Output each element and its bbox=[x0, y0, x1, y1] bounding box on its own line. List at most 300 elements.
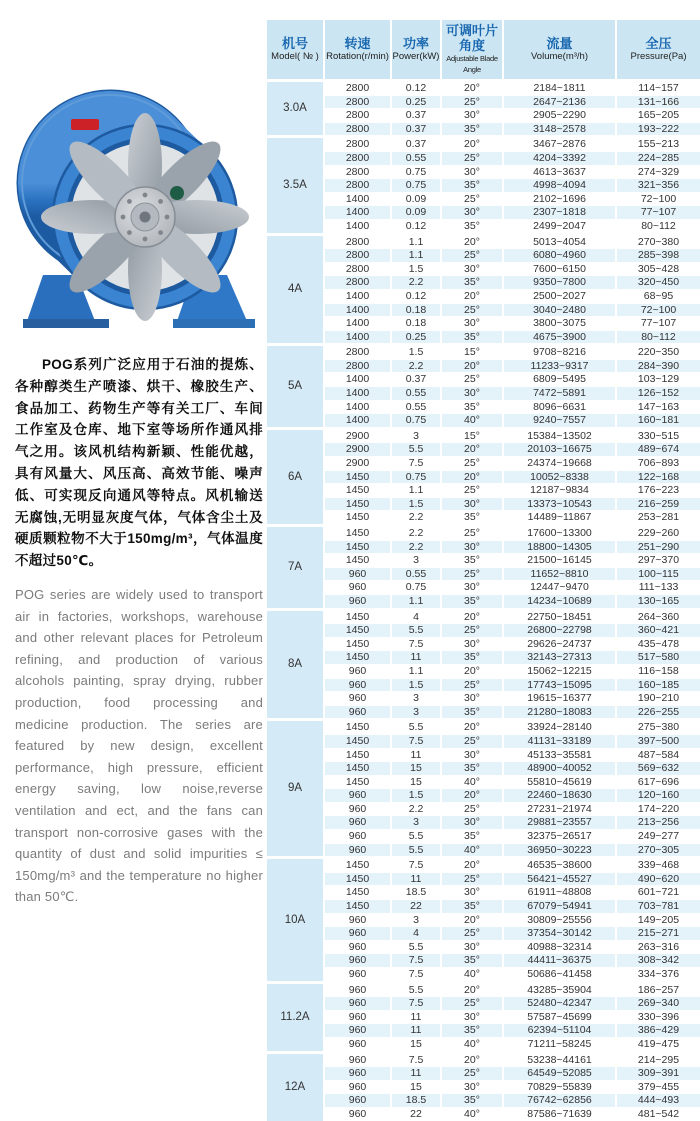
rotation-cell: 960 bbox=[324, 1024, 391, 1038]
description-chinese: POG系列广泛应用于石油的提炼、各种醇类生产喷漆、烘干、橡胶生产、食品加工、药物生产等有关工厂、车间工作室及仓库、地下室等场所作通风排气之用。该风机结构新颖、性能优越，具有风量大、风压高、高效节能、噪声低、可实现反向通风等特点。风机输送无腐蚀,无明显灰度气体，气体含尘土及硬质颗粒物不大于150mg/m³，气体温度不超过50℃。 bbox=[15, 357, 263, 569]
pressure-cell: 308~342 bbox=[616, 954, 700, 968]
volume-cell: 19615~16377 bbox=[503, 692, 616, 706]
volume-cell: 87586~71639 bbox=[503, 1107, 616, 1120]
pressure-cell: 269~340 bbox=[616, 997, 700, 1011]
volume-cell: 3800~3075 bbox=[503, 317, 616, 331]
rotation-cell: 960 bbox=[324, 567, 391, 581]
spec-table-body bbox=[266, 81, 700, 1121]
angle-cell: 20° bbox=[441, 982, 503, 997]
table-row bbox=[266, 789, 700, 803]
rotation-cell: 2800 bbox=[324, 234, 391, 249]
fan-product-image bbox=[15, 35, 263, 340]
volume-cell: 55810~45619 bbox=[503, 775, 616, 789]
volume-cell: 12187~9834 bbox=[503, 484, 616, 498]
volume-cell: 11652~8810 bbox=[503, 567, 616, 581]
angle-cell: 25° bbox=[441, 192, 503, 206]
rotation-cell: 2800 bbox=[324, 276, 391, 290]
pressure-cell: 186~257 bbox=[616, 982, 700, 997]
angle-cell: 20° bbox=[441, 664, 503, 678]
table-row bbox=[266, 414, 700, 429]
power-cell: 5.5 bbox=[391, 843, 441, 858]
table-row bbox=[266, 373, 700, 387]
rotation-cell: 960 bbox=[324, 1067, 391, 1081]
table-row bbox=[266, 720, 700, 735]
model-cell: 10A bbox=[266, 858, 324, 982]
power-cell: 0.37 bbox=[391, 137, 441, 152]
angle-cell: 20° bbox=[441, 137, 503, 152]
power-cell: 11 bbox=[391, 748, 441, 762]
table-row bbox=[266, 858, 700, 873]
pressure-cell: 489~674 bbox=[616, 443, 700, 457]
table-row bbox=[266, 234, 700, 249]
rotation-cell: 2800 bbox=[324, 151, 391, 165]
angle-cell: 35° bbox=[441, 330, 503, 345]
model-cell: 6A bbox=[266, 428, 324, 525]
angle-cell: 35° bbox=[441, 219, 503, 234]
pressure-cell: 309~391 bbox=[616, 1067, 700, 1081]
angle-cell: 25° bbox=[441, 303, 503, 317]
angle-cell: 25° bbox=[441, 151, 503, 165]
volume-cell: 9240~7557 bbox=[503, 414, 616, 429]
table-row bbox=[266, 762, 700, 776]
power-cell: 0.12 bbox=[391, 219, 441, 234]
volume-cell: 44411~36375 bbox=[503, 954, 616, 968]
volume-cell: 6809~5495 bbox=[503, 373, 616, 387]
pressure-cell: 126~152 bbox=[616, 387, 700, 401]
power-cell: 7.5 bbox=[391, 954, 441, 968]
model-cell: 11.2A bbox=[266, 982, 324, 1052]
power-cell: 7.5 bbox=[391, 968, 441, 983]
angle-cell: 25° bbox=[441, 802, 503, 816]
table-row bbox=[266, 886, 700, 900]
pressure-cell: 275~380 bbox=[616, 720, 700, 735]
volume-cell: 15384~13502 bbox=[503, 428, 616, 443]
volume-cell: 46535~38600 bbox=[503, 858, 616, 873]
angle-cell: 25° bbox=[441, 927, 503, 941]
table-row bbox=[266, 802, 700, 816]
pressure-cell: 321~356 bbox=[616, 179, 700, 193]
model-cell: 5A bbox=[266, 345, 324, 429]
angle-cell: 20° bbox=[441, 1052, 503, 1067]
volume-cell: 21280~18083 bbox=[503, 705, 616, 720]
angle-cell: 35° bbox=[441, 1024, 503, 1038]
rotation-cell: 1450 bbox=[324, 624, 391, 638]
table-row bbox=[266, 165, 700, 179]
volume-cell: 41131~33189 bbox=[503, 734, 616, 748]
power-cell: 0.18 bbox=[391, 317, 441, 331]
volume-cell: 3148~2578 bbox=[503, 122, 616, 137]
angle-cell: 20° bbox=[441, 443, 503, 457]
angle-cell: 35° bbox=[441, 651, 503, 665]
rotation-cell: 1450 bbox=[324, 651, 391, 665]
header-volume: 流量 Volume(m³/h) bbox=[503, 20, 616, 81]
pressure-cell: 155~213 bbox=[616, 137, 700, 152]
rotation-cell: 1450 bbox=[324, 872, 391, 886]
angle-cell: 35° bbox=[441, 705, 503, 720]
angle-cell: 30° bbox=[441, 262, 503, 276]
angle-cell: 30° bbox=[441, 206, 503, 220]
pressure-cell: 114~157 bbox=[616, 81, 700, 96]
rotation-cell: 1450 bbox=[324, 858, 391, 873]
angle-cell: 30° bbox=[441, 165, 503, 179]
volume-cell: 27231~21974 bbox=[503, 802, 616, 816]
volume-cell: 70829~55839 bbox=[503, 1080, 616, 1094]
pressure-cell: 360~421 bbox=[616, 624, 700, 638]
angle-cell: 20° bbox=[441, 913, 503, 927]
table-row bbox=[266, 748, 700, 762]
rotation-cell: 960 bbox=[324, 1010, 391, 1024]
power-cell: 15 bbox=[391, 1080, 441, 1094]
pressure-cell: 193~222 bbox=[616, 122, 700, 137]
pressure-cell: 229~260 bbox=[616, 526, 700, 541]
description-english: POG series are widely used to transport air in factories, workshops, warehouse and other relevant places for Petroleum refining, and production of various alcohols painting, spray drying, rubber production, food processing and medicine production. The series are featured by new design, excellent performance, high pressure, efficient energy saving, low noise,reverse ventilation and ect, and the fans can transport non-corrosive gases with the quantity of dust and solid impurities ≤ 150mg/m³ and the temperature no higher than 50℃. bbox=[15, 586, 263, 905]
angle-cell: 35° bbox=[441, 276, 503, 290]
table-row bbox=[266, 775, 700, 789]
table-row bbox=[266, 624, 700, 638]
power-cell: 18.5 bbox=[391, 1094, 441, 1108]
angle-cell: 35° bbox=[441, 179, 503, 193]
power-cell: 22 bbox=[391, 1107, 441, 1120]
angle-cell: 20° bbox=[441, 234, 503, 249]
volume-cell: 36950~30223 bbox=[503, 843, 616, 858]
table-row bbox=[266, 678, 700, 692]
pressure-cell: 444~493 bbox=[616, 1094, 700, 1108]
power-cell: 4 bbox=[391, 927, 441, 941]
header-blade-angle: 可调叶片角度 Adjustable Blade Angle bbox=[441, 20, 503, 81]
volume-cell: 13373~10543 bbox=[503, 497, 616, 511]
table-row bbox=[266, 359, 700, 373]
table-row bbox=[266, 954, 700, 968]
angle-cell: 35° bbox=[441, 122, 503, 137]
rotation-cell: 1450 bbox=[324, 540, 391, 554]
volume-cell: 2500~2027 bbox=[503, 289, 616, 303]
table-row bbox=[266, 913, 700, 927]
pressure-cell: 334~376 bbox=[616, 968, 700, 983]
angle-cell: 30° bbox=[441, 540, 503, 554]
table-row bbox=[266, 940, 700, 954]
table-row bbox=[266, 927, 700, 941]
angle-cell: 20° bbox=[441, 609, 503, 624]
angle-cell: 30° bbox=[441, 387, 503, 401]
table-row bbox=[266, 95, 700, 109]
power-cell: 2.2 bbox=[391, 359, 441, 373]
table-row bbox=[266, 872, 700, 886]
table-row bbox=[266, 982, 700, 997]
rotation-cell: 1450 bbox=[324, 470, 391, 484]
table-row bbox=[266, 443, 700, 457]
brand-label bbox=[71, 119, 99, 130]
volume-cell: 50686~41458 bbox=[503, 968, 616, 983]
table-row bbox=[266, 1094, 700, 1108]
power-cell: 5.5 bbox=[391, 940, 441, 954]
angle-cell: 30° bbox=[441, 886, 503, 900]
table-row bbox=[266, 249, 700, 263]
angle-cell: 35° bbox=[441, 762, 503, 776]
rotation-cell: 2800 bbox=[324, 249, 391, 263]
pressure-cell: 305~428 bbox=[616, 262, 700, 276]
rotation-cell: 1450 bbox=[324, 720, 391, 735]
volume-cell: 57587~45699 bbox=[503, 1010, 616, 1024]
model-cell: 8A bbox=[266, 609, 324, 720]
power-cell: 0.09 bbox=[391, 206, 441, 220]
volume-cell: 4613~3637 bbox=[503, 165, 616, 179]
power-cell: 0.55 bbox=[391, 387, 441, 401]
rotation-cell: 2800 bbox=[324, 345, 391, 360]
angle-cell: 35° bbox=[441, 954, 503, 968]
rotation-cell: 1450 bbox=[324, 775, 391, 789]
rotation-cell: 960 bbox=[324, 789, 391, 803]
rotation-cell: 1450 bbox=[324, 762, 391, 776]
angle-cell: 30° bbox=[441, 940, 503, 954]
power-cell: 1.1 bbox=[391, 484, 441, 498]
pressure-cell: 72~100 bbox=[616, 303, 700, 317]
table-row bbox=[266, 206, 700, 220]
pressure-cell: 263~316 bbox=[616, 940, 700, 954]
power-cell: 0.75 bbox=[391, 581, 441, 595]
rotation-cell: 960 bbox=[324, 1052, 391, 1067]
pressure-cell: 274~329 bbox=[616, 165, 700, 179]
power-cell: 15 bbox=[391, 775, 441, 789]
angle-cell: 20° bbox=[441, 359, 503, 373]
angle-cell: 30° bbox=[441, 497, 503, 511]
rotation-cell: 960 bbox=[324, 913, 391, 927]
table-row bbox=[266, 428, 700, 443]
table-row bbox=[266, 457, 700, 471]
pressure-cell: 72~100 bbox=[616, 192, 700, 206]
volume-cell: 67079~54941 bbox=[503, 900, 616, 914]
rotation-cell: 1400 bbox=[324, 414, 391, 429]
power-cell: 11 bbox=[391, 1010, 441, 1024]
volume-cell: 40988~32314 bbox=[503, 940, 616, 954]
power-cell: 7.5 bbox=[391, 457, 441, 471]
angle-cell: 30° bbox=[441, 1080, 503, 1094]
pressure-cell: 569~632 bbox=[616, 762, 700, 776]
volume-cell: 14234~10689 bbox=[503, 594, 616, 609]
rotation-cell: 1400 bbox=[324, 387, 391, 401]
volume-cell: 10052~8338 bbox=[503, 470, 616, 484]
pressure-cell: 120~160 bbox=[616, 789, 700, 803]
table-row bbox=[266, 497, 700, 511]
header-pressure: 全压 Pressure(Pa) bbox=[616, 20, 700, 81]
volume-cell: 14489~11867 bbox=[503, 511, 616, 526]
rotation-cell: 960 bbox=[324, 927, 391, 941]
angle-cell: 20° bbox=[441, 789, 503, 803]
volume-cell: 12447~9470 bbox=[503, 581, 616, 595]
angle-cell: 35° bbox=[441, 594, 503, 609]
pressure-cell: 215~271 bbox=[616, 927, 700, 941]
volume-cell: 48900~40052 bbox=[503, 762, 616, 776]
power-cell: 0.12 bbox=[391, 81, 441, 96]
volume-cell: 7600~6150 bbox=[503, 262, 616, 276]
pressure-cell: 130~165 bbox=[616, 594, 700, 609]
power-cell: 7.5 bbox=[391, 637, 441, 651]
table-row bbox=[266, 816, 700, 830]
angle-cell: 35° bbox=[441, 900, 503, 914]
pressure-cell: 706~893 bbox=[616, 457, 700, 471]
power-cell: 0.37 bbox=[391, 122, 441, 137]
model-cell: 7A bbox=[266, 526, 324, 610]
pressure-cell: 251~290 bbox=[616, 540, 700, 554]
volume-cell: 24374~19668 bbox=[503, 457, 616, 471]
pressure-cell: 190~210 bbox=[616, 692, 700, 706]
angle-cell: 40° bbox=[441, 1037, 503, 1052]
table-row bbox=[266, 303, 700, 317]
pressure-cell: 80~112 bbox=[616, 330, 700, 345]
volume-cell: 43285~35904 bbox=[503, 982, 616, 997]
angle-cell: 25° bbox=[441, 95, 503, 109]
rotation-cell: 1450 bbox=[324, 886, 391, 900]
rotation-cell: 960 bbox=[324, 1094, 391, 1108]
pressure-cell: 339~468 bbox=[616, 858, 700, 873]
power-cell: 0.75 bbox=[391, 179, 441, 193]
power-cell: 22 bbox=[391, 900, 441, 914]
table-row bbox=[266, 192, 700, 206]
table-row bbox=[266, 1080, 700, 1094]
table-row bbox=[266, 651, 700, 665]
angle-cell: 40° bbox=[441, 414, 503, 429]
angle-cell: 20° bbox=[441, 470, 503, 484]
volume-cell: 64549~52085 bbox=[503, 1067, 616, 1081]
table-row bbox=[266, 609, 700, 624]
pressure-cell: 77~107 bbox=[616, 317, 700, 331]
pressure-cell: 285~398 bbox=[616, 249, 700, 263]
rotation-cell: 1400 bbox=[324, 330, 391, 345]
table-row bbox=[266, 705, 700, 720]
pressure-cell: 435~478 bbox=[616, 637, 700, 651]
rotation-cell: 2900 bbox=[324, 428, 391, 443]
pressure-cell: 216~259 bbox=[616, 497, 700, 511]
rotation-cell: 1400 bbox=[324, 206, 391, 220]
rotation-cell: 2800 bbox=[324, 262, 391, 276]
rotation-cell: 2800 bbox=[324, 165, 391, 179]
power-cell: 1.5 bbox=[391, 262, 441, 276]
rotation-cell: 960 bbox=[324, 705, 391, 720]
table-row bbox=[266, 137, 700, 152]
power-cell: 0.75 bbox=[391, 165, 441, 179]
table-row bbox=[266, 484, 700, 498]
table-row bbox=[266, 219, 700, 234]
angle-cell: 30° bbox=[441, 317, 503, 331]
power-cell: 15 bbox=[391, 762, 441, 776]
rotation-cell: 2900 bbox=[324, 457, 391, 471]
pressure-cell: 330~515 bbox=[616, 428, 700, 443]
pressure-cell: 214~295 bbox=[616, 1052, 700, 1067]
pressure-cell: 703~781 bbox=[616, 900, 700, 914]
table-row bbox=[266, 387, 700, 401]
table-row bbox=[266, 1067, 700, 1081]
rotation-cell: 1400 bbox=[324, 219, 391, 234]
rotation-cell: 960 bbox=[324, 997, 391, 1011]
volume-cell: 21500~16145 bbox=[503, 554, 616, 568]
model-cell: 12A bbox=[266, 1052, 324, 1120]
pressure-cell: 116~158 bbox=[616, 664, 700, 678]
pressure-cell: 264~360 bbox=[616, 609, 700, 624]
volume-cell: 26800~22798 bbox=[503, 624, 616, 638]
angle-cell: 40° bbox=[441, 1107, 503, 1120]
header-power: 功率 Power(kW) bbox=[391, 20, 441, 81]
angle-cell: 20° bbox=[441, 81, 503, 96]
pressure-cell: 165~205 bbox=[616, 109, 700, 123]
angle-cell: 25° bbox=[441, 997, 503, 1011]
rotation-cell: 2800 bbox=[324, 81, 391, 96]
pressure-cell: 397~500 bbox=[616, 734, 700, 748]
power-cell: 1.5 bbox=[391, 789, 441, 803]
angle-cell: 15° bbox=[441, 428, 503, 443]
power-cell: 7.5 bbox=[391, 858, 441, 873]
pressure-cell: 213~256 bbox=[616, 816, 700, 830]
volume-cell: 30809~25556 bbox=[503, 913, 616, 927]
rotation-cell: 960 bbox=[324, 982, 391, 997]
pressure-cell: 386~429 bbox=[616, 1024, 700, 1038]
pressure-cell: 270~380 bbox=[616, 234, 700, 249]
header-rotation: 转速 Rotation(r/min) bbox=[324, 20, 391, 81]
pressure-cell: 176~223 bbox=[616, 484, 700, 498]
angle-cell: 30° bbox=[441, 1010, 503, 1024]
rotation-cell: 1400 bbox=[324, 373, 391, 387]
table-row bbox=[266, 692, 700, 706]
angle-cell: 30° bbox=[441, 109, 503, 123]
pressure-cell: 419~475 bbox=[616, 1037, 700, 1052]
volume-cell: 61911~48808 bbox=[503, 886, 616, 900]
rotation-cell: 1450 bbox=[324, 554, 391, 568]
angle-cell: 30° bbox=[441, 816, 503, 830]
volume-cell: 20103~16675 bbox=[503, 443, 616, 457]
table-row bbox=[266, 843, 700, 858]
power-cell: 11 bbox=[391, 872, 441, 886]
volume-cell: 45133~35581 bbox=[503, 748, 616, 762]
volume-cell: 11233~9317 bbox=[503, 359, 616, 373]
model-cell: 4A bbox=[266, 234, 324, 345]
table-row bbox=[266, 151, 700, 165]
pressure-cell: 122~168 bbox=[616, 470, 700, 484]
volume-cell: 52480~42347 bbox=[503, 997, 616, 1011]
angle-cell: 20° bbox=[441, 720, 503, 735]
table-row bbox=[266, 276, 700, 290]
model-cell: 3.0A bbox=[266, 81, 324, 137]
power-cell: 5.5 bbox=[391, 720, 441, 735]
volume-cell: 22750~18451 bbox=[503, 609, 616, 624]
power-cell: 18.5 bbox=[391, 886, 441, 900]
power-cell: 2.2 bbox=[391, 276, 441, 290]
angle-cell: 25° bbox=[441, 872, 503, 886]
table-row bbox=[266, 511, 700, 526]
power-cell: 3 bbox=[391, 428, 441, 443]
rotation-cell: 2800 bbox=[324, 359, 391, 373]
table-row bbox=[266, 1024, 700, 1038]
angle-cell: 35° bbox=[441, 1094, 503, 1108]
angle-cell: 35° bbox=[441, 554, 503, 568]
table-row bbox=[266, 262, 700, 276]
rotation-cell: 1400 bbox=[324, 192, 391, 206]
axial-fan-illustration bbox=[15, 35, 263, 340]
angle-cell: 25° bbox=[441, 457, 503, 471]
volume-cell: 22460~18630 bbox=[503, 789, 616, 803]
power-cell: 0.75 bbox=[391, 470, 441, 484]
pressure-cell: 160~185 bbox=[616, 678, 700, 692]
power-cell: 1.5 bbox=[391, 497, 441, 511]
pressure-cell: 487~584 bbox=[616, 748, 700, 762]
pressure-cell: 253~281 bbox=[616, 511, 700, 526]
pressure-cell: 77~107 bbox=[616, 206, 700, 220]
table-row bbox=[266, 540, 700, 554]
volume-cell: 2184~1811 bbox=[503, 81, 616, 96]
volume-cell: 53238~44161 bbox=[503, 1052, 616, 1067]
model-cell: 3.5A bbox=[266, 137, 324, 234]
volume-cell: 33924~28140 bbox=[503, 720, 616, 735]
table-row bbox=[266, 594, 700, 609]
table-row bbox=[266, 1052, 700, 1067]
rotation-cell: 960 bbox=[324, 1107, 391, 1120]
